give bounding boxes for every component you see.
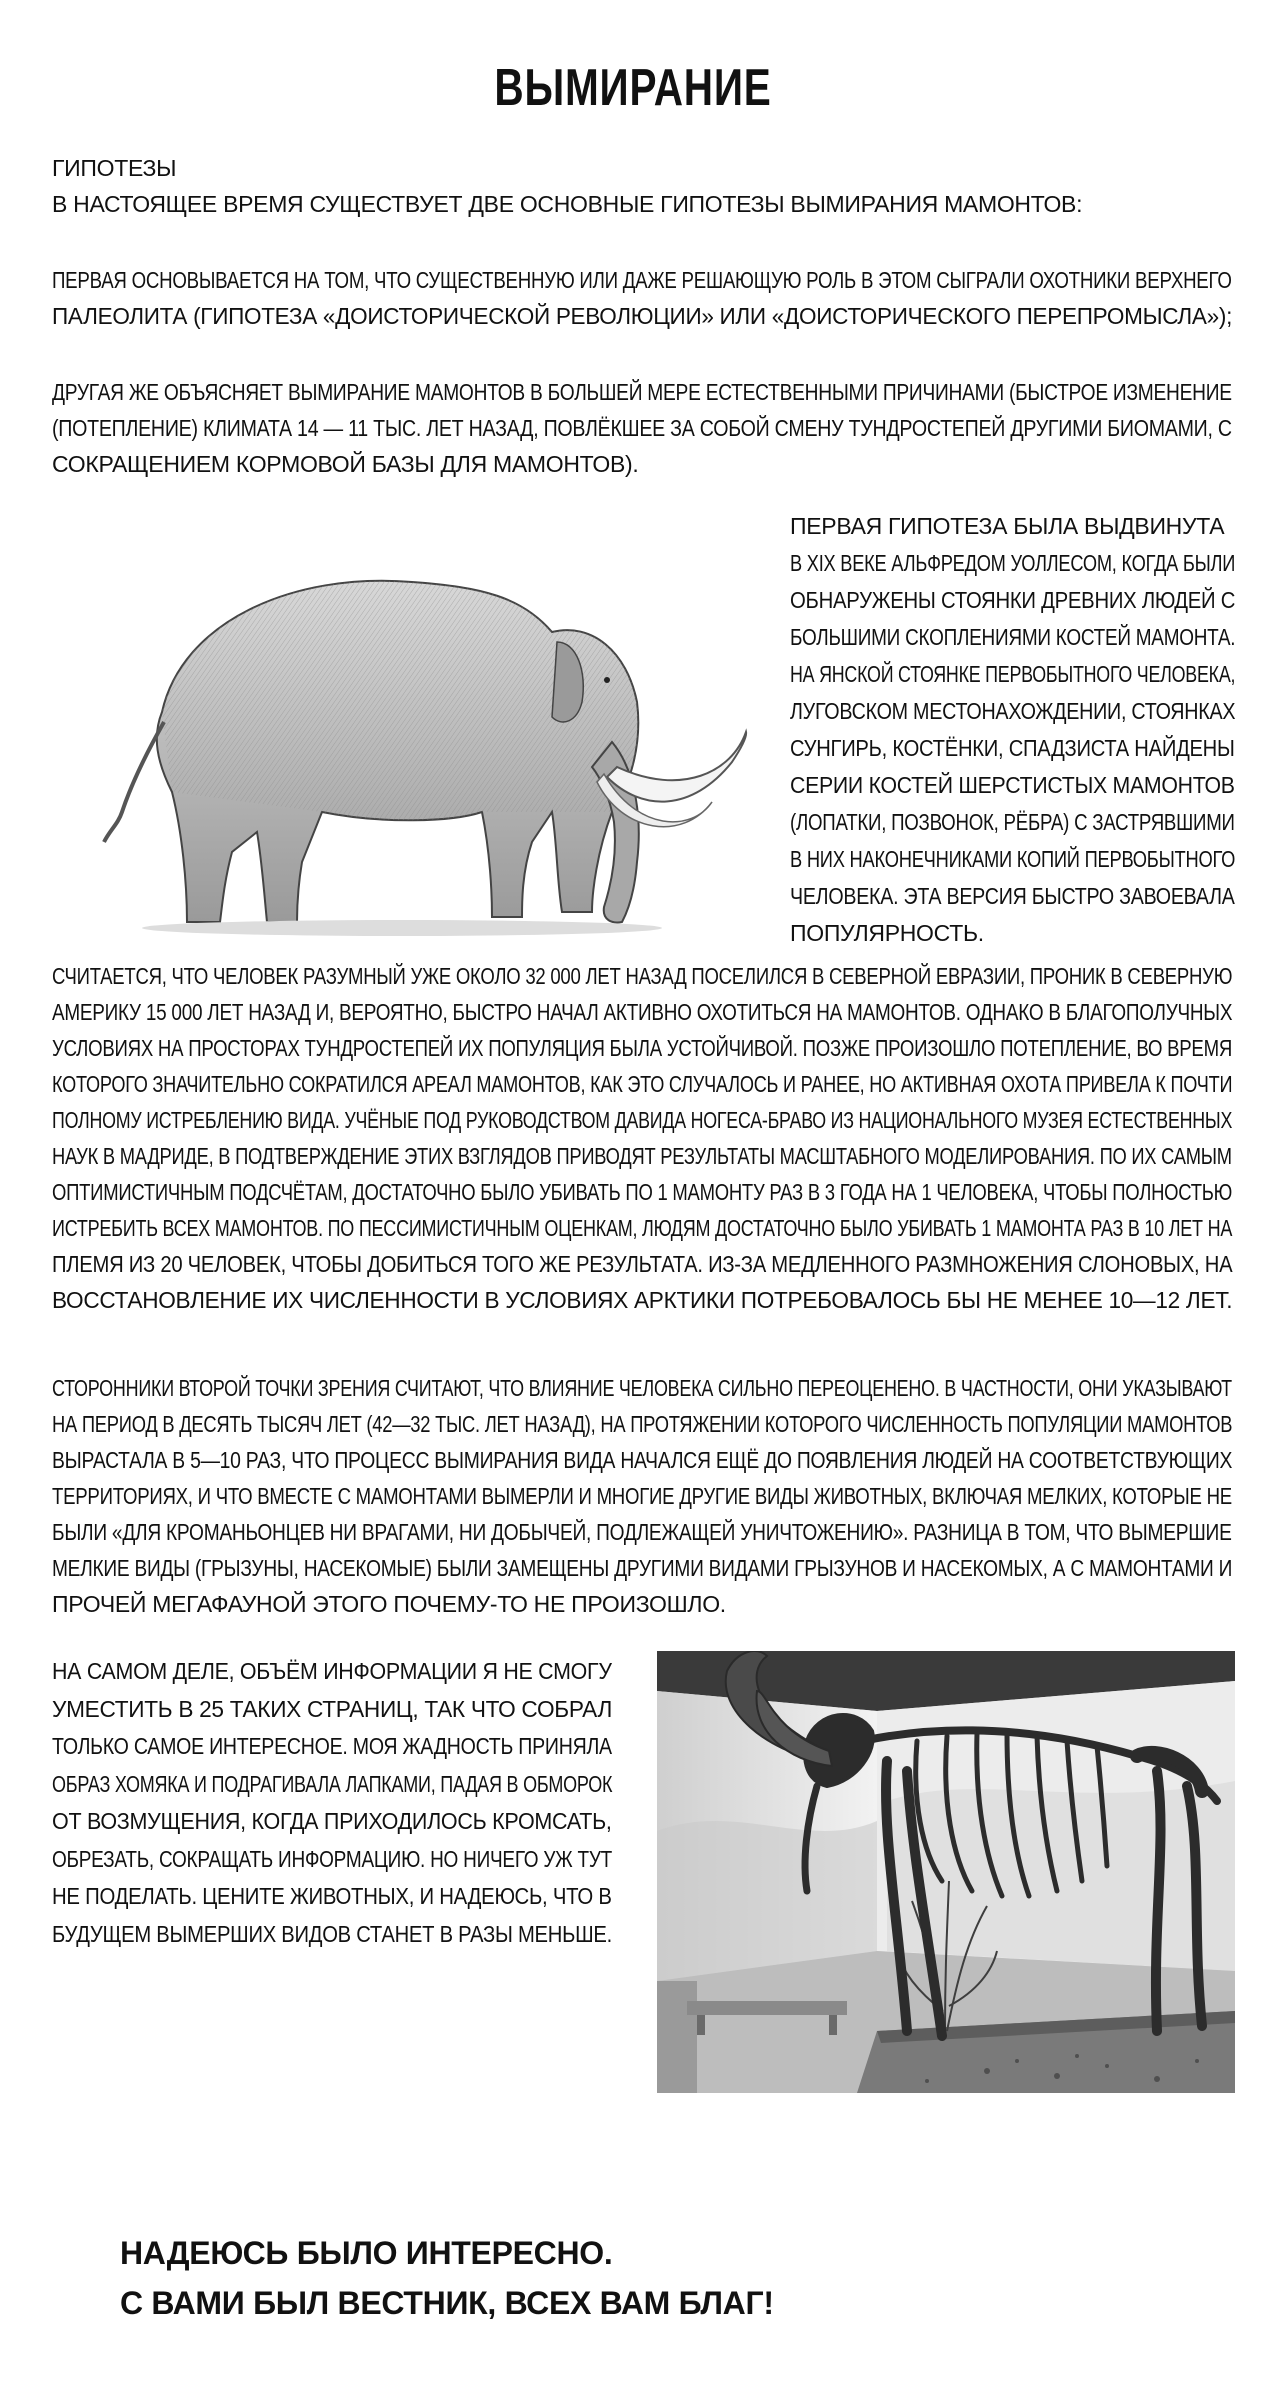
text-line: ТОЛЬКО САМОЕ ИНТЕРЕСНОЕ. МОЯ ЖАДНОСТЬ ПРИНЯЛА — [52, 1733, 612, 1759]
text-line: ИСТРЕБИТЬ ВСЕХ МАМОНТОВ. ПО ПЕССИМИСТИЧНЫМ ОЦЕНКАМ, ЛЮДЯМ ДОСТАТОЧНО БЫЛО УБИВАТЬ 1 МАМОНТА РАЗ В 10 ЛЕТ НА — [52, 1215, 1233, 1241]
text-line: НА САМОМ ДЕЛЕ, ОБЪЁМ ИНФОРМАЦИИ Я НЕ СМОГУ — [52, 1658, 612, 1684]
text-line: (ЛОПАТКИ, ПОЗВОНОК, РЁБРА) С ЗАСТРЯВШИМИ — [790, 809, 1235, 835]
text-line: СОКРАЩЕНИЕМ КОРМОВОЙ БАЗЫ ДЛЯ МАМОНТОВ). — [52, 451, 639, 477]
text-line: СУНГИРЬ, КОСТЁНКИ, СПАДЗИСТА НАЙДЕНЫ — [790, 735, 1235, 761]
text-line: ВЫРАСТАЛА В 5—10 РАЗ, ЧТО ПРОЦЕСС ВЫМИРАНИЯ ВИДА НАЧАЛСЯ ЕЩЁ ДО ПОЯВЛЕНИЯ ЛЮДЕЙ НА СООТВЕТСТВУЮЩИХ — [52, 1447, 1233, 1473]
text-line: ТЕРРИТОРИЯХ, И ЧТО ВМЕСТЕ С МАМОНТАМИ ВЫМЕРЛИ И МНОГИЕ ДРУГИЕ ВИДЫ ЖИВОТНЫХ, ВКЛЮЧАЯ МЕЛКИХ, КОТОРЫЕ НЕ — [52, 1483, 1232, 1509]
text-line: НЕ ПОДЕЛАТЬ. ЦЕНИТЕ ЖИВОТНЫХ, И НАДЕЮСЬ, ЧТО В — [52, 1883, 612, 1909]
text-line: ПЕРВАЯ ОСНОВЫВАЕТСЯ НА ТОМ, ЧТО СУЩЕСТВЕННУЮ ИЛИ ДАЖЕ РЕШАЮЩУЮ РОЛЬ В ЭТОМ СЫГРАЛИ ОХОТНИКИ ВЕРХНЕГО — [52, 267, 1232, 293]
text-line: В НИХ НАКОНЕЧНИКАМИ КОПИЙ ПЕРВОБЫТНОГО — [790, 846, 1236, 872]
author-note-paragraph — [52, 1653, 612, 1953]
page-title: ВЫМИРАНИЕ — [494, 59, 772, 117]
side-paragraph — [790, 508, 1235, 952]
text-line: ВОССТАНОВЛЕНИЕ ИХ ЧИСЛЕННОСТИ В УСЛОВИЯХ АРКТИКИ ПОТРЕБОВАЛОСЬ БЫ НЕ МЕНЕЕ 10—12 ЛЕТ. — [52, 1287, 1233, 1313]
closing-line: НАДЕЮСЬ БЫЛО ИНТЕРЕСНО. — [120, 2235, 613, 2271]
text-line: НАУК В МАДРИДЕ, В ПОДТВЕРЖДЕНИЕ ЭТИХ ВЗГЛЯДОВ ПРИВОДЯТ РЕЗУЛЬТАТЫ МАСШТАБНОГО МОДЕЛИРОВАНИЯ. ПО ИХ САМЫМ — [52, 1143, 1232, 1169]
text-line: АМЕРИКУ 15 000 ЛЕТ НАЗАД И, ВЕРОЯТНО, БЫСТРО НАЧАЛ АКТИВНО ОХОТИТЬСЯ НА МАМОНТОВ. ОДНАКО В БЛАГОПОЛУЧНЫХ — [52, 999, 1233, 1025]
text-line: ОПТИМИСТИЧНЫМ ПОДСЧЁТАМ, ДОСТАТОЧНО БЫЛО УБИВАТЬ ПО 1 МАМОНТУ РАЗ В 3 ГОДА НА 1 ЧЕЛОВЕКА, ЧТОБЫ ПОЛНОСТЬЮ — [52, 1179, 1233, 1205]
text-line: ПОЛНОМУ ИСТРЕБЛЕНИЮ ВИДА. УЧЁНЫЕ ПОД РУКОВОДСТВОМ ДАВИДА НОГЕСА-БРАВО ИЗ НАЦИОНАЛЬНОГО МУЗЕЯ ЕСТЕСТВЕННЫХ — [52, 1107, 1233, 1133]
mammoth-drawing-image — [52, 512, 772, 942]
intro-paragraph — [52, 150, 1232, 222]
human-hunting-paragraph — [52, 958, 1232, 1318]
text-line: В XIX ВЕКЕ АЛЬФРЕДОМ УОЛЛЕСОМ, КОГДА БЫЛИ — [790, 550, 1236, 576]
text-line: ЛУГОВСКОМ МЕСТОНАХОЖДЕНИИ, СТОЯНКАХ — [790, 698, 1236, 724]
hypothesis-2-paragraph — [52, 374, 1232, 482]
hypothesis-1-paragraph — [52, 262, 1232, 334]
text-line: УМЕСТИТЬ В 25 ТАКИХ СТРАНИЦ, ТАК ЧТО СОБРАЛ — [52, 1695, 613, 1722]
text-line: КОТОРОГО ЗНАЧИТЕЛЬНО СОКРАТИЛСЯ АРЕАЛ МАМОНТОВ, КАК ЭТО СЛУЧАЛОСЬ И РАНЕЕ, НО АКТИВНАЯ ОХОТА ПРИВЕЛА К ПОЧТИ — [52, 1071, 1233, 1097]
text-line: ОТ ВОЗМУЩЕНИЯ, КОГДА ПРИХОДИЛОСЬ КРОМСАТЬ, — [52, 1808, 612, 1834]
text-line: СЧИТАЕТСЯ, ЧТО ЧЕЛОВЕК РАЗУМНЫЙ УЖЕ ОКОЛО 32 000 ЛЕТ НАЗАД ПОСЕЛИЛСЯ В СЕВЕРНОЙ ЕВРАЗИИ, ПРОНИК В СЕВЕРНУЮ — [52, 963, 1233, 989]
text-line: ОБРАЗ ХОМЯКА И ПОДРАГИВАЛА ЛАПКАМИ, ПАДАЯ В ОБМОРОК — [52, 1770, 613, 1797]
text-line: ПОПУЛЯРНОСТЬ. — [790, 920, 984, 946]
text-line: ОБРЕЗАТЬ, СОКРАЩАТЬ ИНФОРМАЦИЮ. НО НИЧЕГО УЖ ТУТ — [52, 1845, 613, 1872]
text-line: СЕРИИ КОСТЕЙ ШЕРСТИСТЫХ МАМОНТОВ — [790, 772, 1235, 798]
closing-line: С ВАМИ БЫЛ ВЕСТНИК, ВСЕХ ВАМ БЛАГ! — [120, 2285, 774, 2321]
text-line: СТОРОННИКИ ВТОРОЙ ТОЧКИ ЗРЕНИЯ СЧИТАЮТ, ЧТО ВЛИЯНИЕ ЧЕЛОВЕКА СИЛЬНО ПЕРЕОЦЕНЕНО. В ЧАСТНОСТИ, ОНИ УКАЗЫВАЮТ — [52, 1375, 1232, 1401]
text-line: ПЛЕМЯ ИЗ 20 ЧЕЛОВЕК, ЧТОБЫ ДОБИТЬСЯ ТОГО ЖЕ РЕЗУЛЬТАТА. ИЗ-ЗА МЕДЛЕННОГО РАЗМНОЖЕНИЯ СЛОНОВЫХ, НА — [52, 1251, 1233, 1277]
text-line: ПАЛЕОЛИТА (ГИПОТЕЗА «ДОИСТОРИЧЕСКОЙ РЕВОЛЮЦИИ» ИЛИ «ДОИСТОРИЧЕСКОГО ПЕРЕПРОМЫСЛА»); — [52, 303, 1233, 329]
text-line: ПРОЧЕЙ МЕГАФАУНОЙ ЭТОГО ПОЧЕМУ-ТО НЕ ПРОИЗОШЛО. — [52, 1591, 726, 1617]
text-line: ДРУГАЯ ЖЕ ОБЪЯСНЯЕТ ВЫМИРАНИЕ МАМОНТОВ В БОЛЬШЕЙ МЕРЕ ЕСТЕСТВЕННЫМИ ПРИЧИНАМИ (БЫСТРОЕ ИЗМЕНЕНИЕ — [52, 379, 1232, 405]
text-line: УСЛОВИЯХ НА ПРОСТОРАХ ТУНДРОСТЕПЕЙ ИХ ПОПУЛЯЦИЯ БЫЛА УСТОЙЧИВОЙ. ПОЗЖЕ ПРОИЗОШЛО ПОТЕПЛЕНИЕ, ВО ВРЕМЯ — [52, 1035, 1233, 1061]
mammoth-skeleton-photo — [657, 1651, 1235, 2093]
text-line: БЫЛИ «ДЛЯ КРОМАНЬОНЦЕВ НИ ВРАГАМИ, НИ ДОБЫЧЕЙ, ПОДЛЕЖАЩЕЙ УНИЧТОЖЕНИЮ». РАЗНИЦА В ТОМ, ЧТО ВЫМЕРШИЕ — [52, 1519, 1232, 1545]
text-line: ОБНАРУЖЕНЫ СТОЯНКИ ДРЕВНИХ ЛЮДЕЙ С — [790, 587, 1236, 613]
text-line: БОЛЬШИМИ СКОПЛЕНИЯМИ КОСТЕЙ МАМОНТА. — [790, 624, 1236, 650]
text-line: ЧЕЛОВЕКА. ЭТА ВЕРСИЯ БЫСТРО ЗАВОЕВАЛА — [790, 883, 1235, 909]
intro-line: В НАСТОЯЩЕЕ ВРЕМЯ СУЩЕСТВУЕТ ДВЕ ОСНОВНЫЕ ГИПОТЕЗЫ ВЫМИРАНИЯ МАМОНТОВ: — [52, 191, 1083, 217]
text-line: БУДУЩЕМ ВЫМЕРШИХ ВИДОВ СТАНЕТ В РАЗЫ МЕНЬШЕ. — [52, 1920, 612, 1947]
text-line: (ПОТЕПЛЕНИЕ) КЛИМАТА 14 — 11 ТЫС. ЛЕТ НАЗАД, ПОВЛЁКШЕЕ ЗА СОБОЙ СМЕНУ ТУНДРОСТЕПЕЙ ДРУГИМИ БИОМАМИ, С — [52, 415, 1232, 441]
text-line: НА ПЕРИОД В ДЕСЯТЬ ТЫСЯЧ ЛЕТ (42—32 ТЫС. ЛЕТ НАЗАД), НА ПРОТЯЖЕНИИ КОТОРОГО ЧИСЛЕННОСТЬ ПОПУЛЯЦИИ МАМОНТОВ — [52, 1411, 1233, 1437]
opponents-paragraph — [52, 1370, 1232, 1622]
text-line: МЕЛКИЕ ВИДЫ (ГРЫЗУНЫ, НАСЕКОМЫЕ) БЫЛИ ЗАМЕЩЕНЫ ДРУГИМИ ВИДАМИ ГРЫЗУНОВ И НАСЕКОМЫХ, А С МАМОНТАМИ И — [52, 1555, 1233, 1581]
text-line: НА ЯНСКОЙ СТОЯНКЕ ПЕРВОБЫТНОГО ЧЕЛОВЕКА, — [790, 661, 1236, 687]
closing-note — [120, 2228, 820, 2328]
intro-heading: ГИПОТЕЗЫ — [52, 155, 177, 181]
text-line: ПЕРВАЯ ГИПОТЕЗА БЫЛА ВЫДВИНУТА — [790, 513, 1225, 539]
